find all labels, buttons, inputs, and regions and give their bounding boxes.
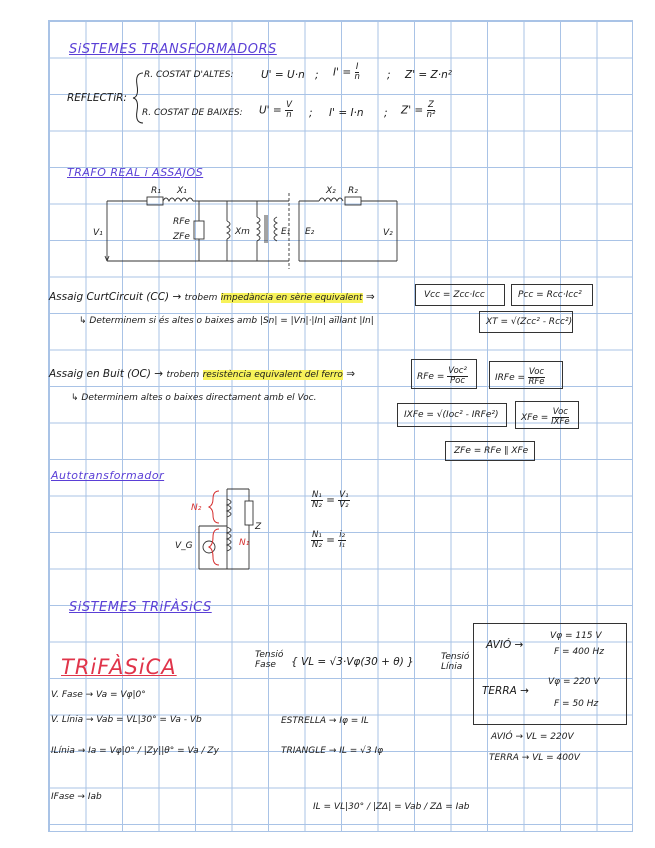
i-fase: IFase → Iab bbox=[51, 792, 102, 802]
implies-icon: ⇒ bbox=[346, 368, 356, 380]
baixes-eq3-num: Z bbox=[428, 100, 434, 110]
title-trafo-real: TRAFO REAL i ASSAJOS bbox=[67, 166, 204, 179]
ratio-voltage: $\frac{\text{N₁}}{\text{N₂}}$ = $\frac{\text{V₁}}{\text{V₂}}$ bbox=[312, 490, 349, 510]
ratio-current: $\frac{\text{N₁}}{\text{N₂}}$ = $\frac{\text{i₂}}{\text{i₁}}$ bbox=[312, 530, 346, 550]
circuit-e1: E₁ bbox=[281, 227, 291, 237]
circuit-r2: R₂ bbox=[348, 186, 358, 196]
ratio-n2b: N₂ bbox=[312, 539, 322, 550]
assaig-cc-text: trobem bbox=[184, 293, 218, 303]
sep1: ; bbox=[315, 69, 319, 81]
sep4: ; bbox=[384, 107, 388, 119]
circuit-x1: X₁ bbox=[177, 186, 187, 196]
baixes-eq3-lhs: Z' = bbox=[401, 104, 424, 117]
avio-box-f: F = 400 Hz bbox=[554, 647, 604, 657]
i-linia: ILínia → Ia = Vφ|0° / |Zy||θ° = Va / Zy bbox=[51, 746, 219, 756]
altes-eq1: U' = U·n bbox=[261, 69, 305, 81]
baixes-eq1-den: n bbox=[286, 109, 292, 120]
circuit-r1: R₁ bbox=[151, 186, 161, 196]
altes-eq2-num: I bbox=[355, 62, 359, 72]
terra-box-f: F = 50 Hz bbox=[554, 699, 599, 709]
vcc-formula: Vcc = Zcc·Icc bbox=[424, 290, 485, 300]
xfe-lhs: XFe = bbox=[521, 412, 549, 423]
assaig-cc-highlight: impedància en sèrie equivalent bbox=[220, 293, 363, 303]
reflectir-label: REFLECTiR: bbox=[67, 92, 127, 104]
v-linia: V. Línia → Vab = VL|30° = Va - Vb bbox=[51, 715, 202, 725]
ratio-i2: i₂ bbox=[339, 530, 346, 540]
avio-vl: AVIÓ → VL = 220V bbox=[491, 732, 574, 742]
circuit-x2: X₂ bbox=[326, 186, 336, 196]
assaig-oc-highlight: resistència equivalent del ferro bbox=[202, 370, 343, 380]
title-sistemes-trifasics: SiSTEMES TRiFÀSiCS bbox=[69, 600, 212, 615]
title-autotransformador: Autotransformador bbox=[51, 469, 165, 482]
rfe-num: Voc² bbox=[448, 366, 467, 376]
tensio-fase: Tensió Fase bbox=[255, 650, 284, 670]
ratio-n2: N₂ bbox=[312, 499, 322, 510]
terra-box-label: TERRA → bbox=[482, 685, 529, 697]
ratio-n1b: N₁ bbox=[312, 530, 322, 540]
irfe-lhs: IRFe = bbox=[495, 372, 526, 383]
circuit-v2: V₂ bbox=[383, 228, 393, 238]
v-fase: V. Fase → Va = Vφ|0° bbox=[51, 690, 146, 700]
circuit-zfe: ZFe bbox=[173, 232, 190, 242]
altes-eq3: Z' = Z·n² bbox=[405, 69, 452, 81]
circuit-rfe: RFe bbox=[173, 217, 190, 227]
assaig-oc-sub: ↳ Determinem altes o baixes directament amb el Voc. bbox=[71, 393, 317, 403]
auto-z: Z bbox=[255, 522, 262, 532]
assaig-cc-label: Assaig CurtCircuit (CC) bbox=[49, 291, 170, 303]
ratio-v2: V₂ bbox=[339, 499, 349, 510]
assaig-oc-text: trobem bbox=[166, 370, 200, 380]
vl-equation: { VL = √3·Vφ(30 + θ) } bbox=[291, 656, 414, 668]
baixes-label: R. COSTAT DE BAIXES: bbox=[142, 108, 243, 118]
altes-eq2-lhs: I' = bbox=[333, 66, 352, 79]
ratio-n1: N₁ bbox=[312, 490, 322, 500]
implies-icon: ⇒ bbox=[365, 291, 375, 303]
vl-eq: VL = √3·Vφ(30 + θ) bbox=[301, 656, 404, 668]
pcc-formula: Pcc = Rcc·Icc² bbox=[518, 290, 582, 300]
assaig-oc-label: Assaig en Buit (OC) bbox=[49, 368, 151, 380]
terra-vl: TERRA → VL = 400V bbox=[489, 753, 580, 763]
zfe-formula: ZFe = RFe ∥ XFe bbox=[454, 446, 529, 456]
title-sistemes-transformadors: SiSTEMES TRANSFORMADORS bbox=[69, 42, 277, 57]
n1-label: N₁ bbox=[239, 538, 250, 548]
grid-paper bbox=[48, 20, 633, 832]
xt-formula: XT = √(Zcc² - Rcc²) bbox=[486, 317, 573, 327]
ratio-i1: i₁ bbox=[339, 539, 346, 550]
altes-eq2-den: n bbox=[354, 71, 360, 82]
xfe-den: IXFe bbox=[551, 416, 570, 427]
arrow-icon: → bbox=[172, 291, 182, 303]
baixes-eq1-num: V bbox=[286, 100, 292, 110]
avio-terra-box bbox=[473, 623, 627, 725]
irfe-num: Voc bbox=[528, 367, 545, 377]
baixes-eq3-den: n² bbox=[426, 109, 436, 120]
auto-vg: V_G bbox=[175, 541, 193, 551]
rfe-lhs: RFe = bbox=[417, 371, 445, 382]
estrella: ESTRELLA → Iφ = IL bbox=[281, 716, 369, 726]
sep3: ; bbox=[309, 107, 313, 119]
arrow-icon: → bbox=[154, 368, 164, 380]
terra-box-v: Vφ = 220 V bbox=[548, 677, 600, 687]
avio-box-v: Vφ = 115 V bbox=[550, 631, 602, 641]
assaig-cc-sub: ↳ Determinem si és altes o baixes amb |Sn| = |Vn|·|In| aïllant |In| bbox=[79, 316, 374, 326]
altes-label: R. COSTAT D'ALTES: bbox=[144, 70, 234, 80]
rfe-den: Poc bbox=[450, 375, 466, 386]
ixfe-formula: IXFe = √(Ioc² - IRFe²) bbox=[404, 410, 499, 420]
baixes-eq2: I' = I·n bbox=[329, 107, 364, 119]
circuit-v1: V₁ bbox=[93, 228, 103, 238]
avio-box-label: AVIÓ → bbox=[486, 639, 524, 651]
il-equation: IL = VL|30° / |ZΔ| = Vab / ZΔ = Iab bbox=[313, 802, 470, 812]
title-trifasica: TRiFÀSiCA bbox=[61, 655, 177, 679]
ratio-v1: V₁ bbox=[339, 490, 349, 500]
tensio-linia: Tensió Línia bbox=[441, 652, 470, 672]
n2-label: N₂ bbox=[191, 503, 202, 513]
xfe-num: Voc bbox=[552, 407, 568, 417]
triangle: TRIANGLE → IL = √3 Iφ bbox=[281, 746, 384, 756]
circuit-e2: E₂ bbox=[305, 227, 315, 237]
irfe-den: RFe bbox=[528, 376, 545, 387]
sep2: ; bbox=[387, 69, 391, 81]
baixes-eq1-lhs: U' = bbox=[259, 104, 282, 117]
circuit-xm: Xm bbox=[235, 227, 250, 237]
